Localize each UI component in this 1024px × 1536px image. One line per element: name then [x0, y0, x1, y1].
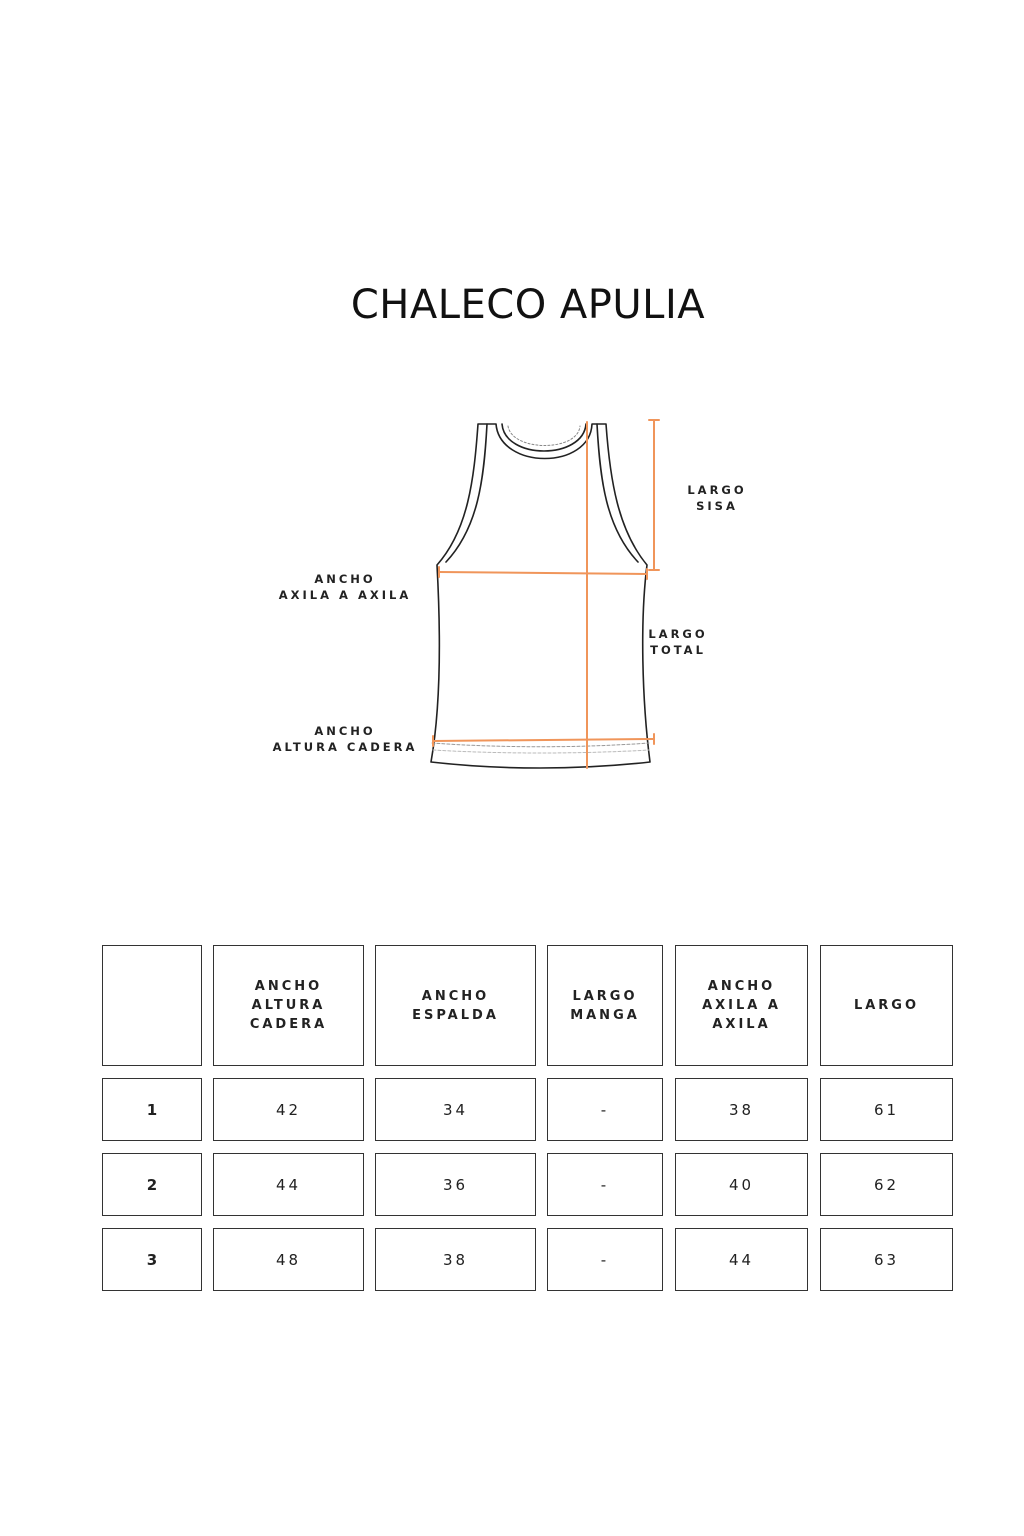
value-cell-ancho-axila: 38	[675, 1078, 808, 1141]
value-cell-ancho-axila: 44	[675, 1228, 808, 1291]
value-cell-ancho-espalda: 36	[375, 1153, 536, 1216]
header-line: AXILA	[712, 1017, 771, 1032]
header-line: ANCHO	[421, 988, 490, 1004]
value-cell-ancho-axila: 40	[675, 1153, 808, 1216]
garment-outline	[431, 424, 650, 768]
neckline-binding	[502, 424, 586, 451]
value-cell-largo-manga: -	[547, 1153, 663, 1216]
header-line: AXILA A	[702, 998, 781, 1013]
measurement-lines	[433, 420, 659, 768]
header-line: ANCHO	[707, 979, 776, 994]
value-cell-largo: 63	[820, 1228, 953, 1291]
value-cell-ancho-espalda: 34	[375, 1078, 536, 1141]
header-line: ANCHO	[254, 979, 323, 994]
page-title: CHALECO APULIA	[350, 282, 706, 328]
header-cell-ancho-altura-cadera	[213, 945, 364, 1066]
size-cell: 1	[102, 1078, 202, 1141]
header-cell-size	[102, 945, 202, 1066]
header-cell-ancho-espalda	[375, 945, 536, 1066]
value-cell-ancho-altura-cadera: 42	[213, 1078, 364, 1141]
value-cell-largo-manga: -	[547, 1078, 663, 1141]
value-cell-largo-manga: -	[547, 1228, 663, 1291]
header-cell-largo	[820, 945, 953, 1066]
hem-band-line-2	[433, 750, 649, 753]
value-cell-ancho-espalda: 38	[375, 1228, 536, 1291]
left-armhole-binding	[446, 424, 487, 562]
header-line: ALTURA	[251, 998, 326, 1013]
header-line: LARGO	[853, 998, 920, 1013]
size-cell: 2	[102, 1153, 202, 1216]
ancho-axila-line	[439, 572, 647, 574]
label-largo-sisa: LARGO SISA	[687, 483, 747, 513]
label-ancho-cadera: ANCHO ALTURA CADERA	[272, 724, 418, 754]
neckline-inner	[508, 426, 580, 446]
header-line: CADERA	[249, 1017, 328, 1032]
header-cell-largo-manga	[547, 945, 663, 1066]
header-line: ESPALDA	[412, 1007, 499, 1023]
header-line: LARGO	[572, 988, 638, 1004]
value-cell-largo: 62	[820, 1153, 953, 1216]
value-cell-ancho-altura-cadera: 44	[213, 1153, 364, 1216]
garment-body-outline	[431, 424, 650, 768]
hem-band-line	[432, 743, 649, 747]
header-line: MANGA	[570, 1007, 640, 1023]
ancho-cadera-line	[433, 739, 654, 741]
label-ancho-axila: ANCHO AXILA A AXILA	[278, 572, 412, 602]
value-cell-ancho-altura-cadera: 48	[213, 1228, 364, 1291]
value-cell-largo: 61	[820, 1078, 953, 1141]
label-largo-total: LARGO TOTAL	[648, 627, 708, 657]
size-cell: 3	[102, 1228, 202, 1291]
header-cell-ancho-axila	[675, 945, 808, 1066]
